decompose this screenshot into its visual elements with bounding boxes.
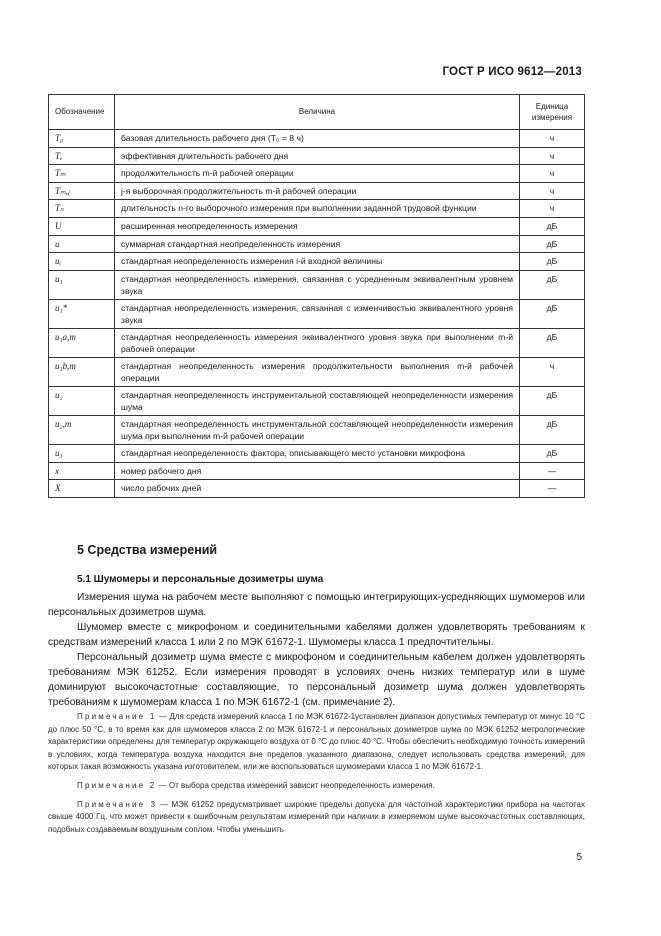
symbol-cell: x [49,462,115,480]
col-header-quantity: Величина [115,95,520,130]
unit-cell: ч [520,130,585,148]
table-row [49,416,585,445]
quantity-cell: продолжительность m-й рабочей операции [115,165,520,183]
quantity-cell: стандартная неопределенность инструментальной составляющей неопределенности измерения шума [115,387,520,416]
note-text: — Для средств измерений класса 1 по МЭК 61672-1установлен диапазон допустимых температур от минус 10 °С до плюс 50 °С, в то время как для шумомеров класса 2 по МЭК 61672-1 и персональных дозиметров шума по МЭК 61252 метрологические характеристики определены для температур окружающего воздуха от 0 °С до плюс 40 °С. Чтобы обеспечить необходимую точность измерений в условиях, когда температура воздуха находится вне пределов указанного диапазона, следует использовать средства измерений, для которых такая возможность указана изготовителем, или же воспользоваться шумомерами класса 1 по МЭК 61672-1. [48,712,585,772]
quantity-cell: j-я выборочная продолжительность m-й рабочей операции [115,182,520,200]
table-row [49,270,585,299]
quantity-cell: число рабочих дней [115,480,520,498]
section-title: 5 Средства измерений [77,543,218,557]
page-number: 5 [576,852,582,863]
table-row [49,445,585,463]
note-label: Примечание 1 [77,712,157,721]
symbol-cell: u₁ [49,270,115,299]
unit-cell: ч [520,182,585,200]
symbol-cell: u₁* [49,299,115,328]
unit-cell: дБ [520,235,585,253]
table-row [49,182,585,200]
quantity-cell: стандартная неопределенность измерения, связанная с усредненным эквивалентным уровнем звука [115,270,520,299]
note-label: Примечание 3 [77,799,158,809]
unit-cell: дБ [520,328,585,357]
symbols-table [48,94,585,498]
note-label: Примечание 2 [77,780,157,790]
col-header-symbol: Обозначение [49,95,115,130]
table-row [49,387,585,416]
quantity-cell: базовая длительность рабочего дня (T₀ = 8 ч) [115,130,520,148]
unit-cell: — [520,462,585,480]
quantity-cell: стандартная неопределенность инструментальной составляющей неопределенности измерения шума при выполнении m-й рабочей операции [115,416,520,445]
quantity-cell: длительность n-го выборочного измерения при выполнении заданной трудовой функции [115,200,520,218]
table-row [49,200,585,218]
note-3 [48,799,585,837]
note-2 [48,780,585,793]
table-header-row [49,95,585,130]
note-1 [48,711,585,774]
paragraph: Измерения шума на рабочем месте выполняют с помощью интегрирующих-усредняющих шумомеров или персональных дозиметров шума. [48,592,585,618]
symbol-cell: Tₘ [49,165,115,183]
symbol-cell: u₂,m [49,416,115,445]
unit-cell: дБ [520,445,585,463]
symbol-cell: U [49,217,115,235]
subsection-title: 5.1 Шумомеры и персональные дозиметры шума [77,574,324,585]
quantity-cell: номер рабочего дня [115,462,520,480]
note-text: — От выбора средства измерений зависит неопределенность измерения. [158,780,435,790]
quantity-cell: эффективная длительность рабочего дня [115,147,520,165]
unit-cell: ч [520,165,585,183]
quantity-cell: стандартная неопределенность измерения i-й входной величины [115,253,520,271]
table-row [49,480,585,498]
symbol-cell: u₁b,m [49,357,115,386]
table-row [49,462,585,480]
quantity-cell: стандартная неопределенность измерения, связанная с изменчивостью эквивалентного уровня звука [115,299,520,328]
table-row [49,253,585,271]
body-text [48,590,585,710]
symbol-cell: Tₘ,ⱼ [49,182,115,200]
symbol-cell: u [49,235,115,253]
unit-cell: дБ [520,253,585,271]
symbol-cell: uᵢ [49,253,115,271]
unit-cell: ч [520,357,585,386]
symbol-cell: u₁a,m [49,328,115,357]
table-row [49,165,585,183]
quantity-cell: суммарная стандартная неопределенность измерения [115,235,520,253]
col-header-unit: Единица измерения [520,95,585,130]
symbol-cell: X [49,480,115,498]
table-row [49,299,585,328]
unit-cell: дБ [520,217,585,235]
unit-cell: дБ [520,270,585,299]
quantity-cell: стандартная неопределенность измерения эквивалентного уровня звука при выполнении m-й рабочей операции [115,328,520,357]
unit-cell: ч [520,200,585,218]
table-row [49,328,585,357]
paragraph: Шумомер вместе с микрофоном и соединительными кабелями должен удовлетворять требованиям к средствам измерений класса 1 или 2 по МЭК 61672-1. Шумомеры класса 1 предпочтительны. [48,622,585,648]
unit-cell: — [520,480,585,498]
unit-cell: дБ [520,299,585,328]
quantity-cell: стандартная неопределенность фактора, описывающего место установки микрофона [115,445,520,463]
symbol-cell: u₃ [49,445,115,463]
unit-cell: дБ [520,416,585,445]
document-id: ГОСТ Р ИСО 9612—2013 [442,66,582,78]
symbol-cell: u₂ [49,387,115,416]
paragraph: Персональный дозиметр шума вместе с микрофоном и соединительным кабелем должен удовлетворять требованиям МЭК 61252. Если измерения проводят в условиях очень низких температур или в шуме доминируют высокочастотные составляющие, то персональный дозиметр шума должен удовлетворять требованиям к шумомерам класса 1 по МЭК 61672-1 (см. примечание 2). [48,652,585,708]
table-row [49,147,585,165]
table-row [49,217,585,235]
notes-block [48,711,585,842]
table-row [49,235,585,253]
unit-cell: ч [520,147,585,165]
symbol-cell: T₀ [49,130,115,148]
symbol-cell: Tₑ [49,147,115,165]
table-row [49,130,585,148]
unit-cell: дБ [520,387,585,416]
quantity-cell: стандартная неопределенность измерения продолжительности выполнения m-й рабочей операции [115,357,520,386]
note-text: — МЭК 61252 предусматривает широкие пределы допуска для частотной характеристики прибора на частотах свыше 4000 Гц, что может привести к ошибочным результатам измерений при наличии в измеряемом шуме высокочастотных составляющих, подобных создаваемым воздушным соплом. Чтобы уменьшить [48,799,585,834]
table-row [49,357,585,386]
symbol-cell: Tₙ [49,200,115,218]
quantity-cell: расширенная неопределенность измерения [115,217,520,235]
